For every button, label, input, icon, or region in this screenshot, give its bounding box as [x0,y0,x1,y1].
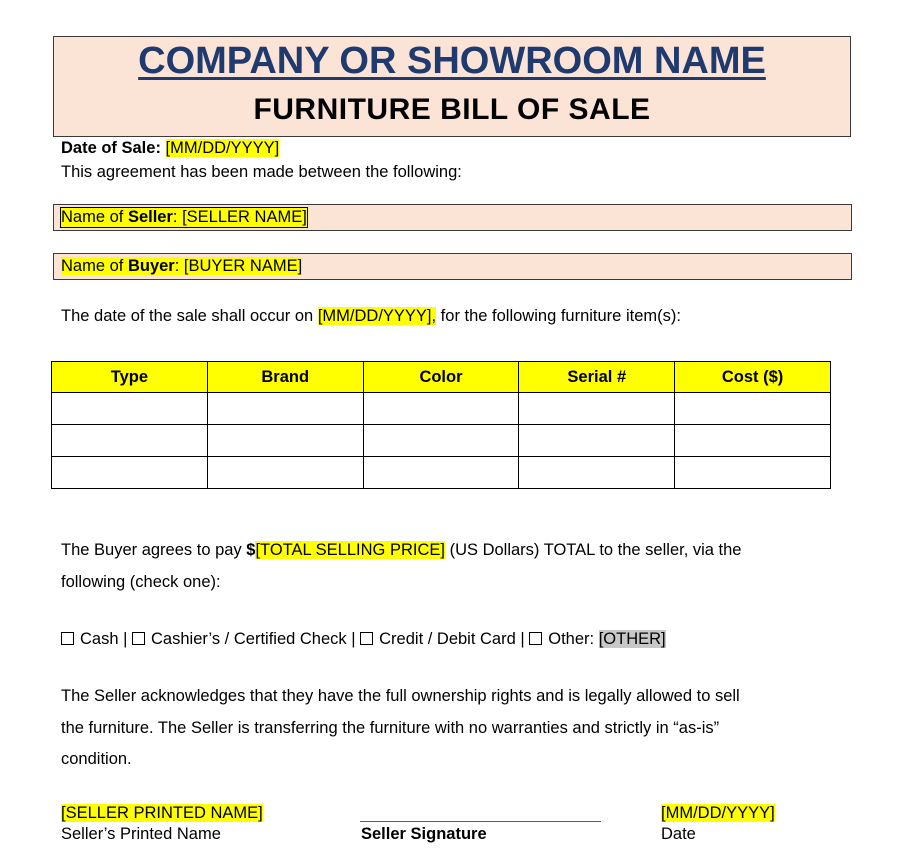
ack-line-3: condition. [61,750,132,768]
payment-line-2: following (check one): [61,572,221,591]
column-header-cost: Cost ($) [675,362,831,393]
separator: | [351,630,356,648]
option-other[interactable]: Other: [OTHER] [529,630,665,648]
signature-date-label: Date [661,825,696,843]
printed-name-field[interactable]: [SELLER PRINTED NAME] [61,804,263,822]
signature-line[interactable] [360,821,601,822]
checkbox-icon[interactable] [61,632,74,645]
currency-symbol: $ [246,541,256,559]
column-header-type: Type [52,362,208,393]
table-cell[interactable] [52,393,208,425]
table-cell[interactable] [207,393,363,425]
column-header-brand: Brand [207,362,363,393]
table-cell[interactable] [675,425,831,457]
table-cell[interactable] [519,393,675,425]
ack-line-1: The Seller acknowledges that they have the full ownership rights and is legally allowed to sell [61,687,740,705]
table-cell[interactable] [207,457,363,489]
seller-name-field[interactable]: Name of Seller: [SELLER NAME] [61,208,307,226]
date-of-sale-line [61,139,279,158]
table-cell[interactable] [363,393,519,425]
table-cell[interactable] [52,457,208,489]
intro-text: This agreement has been made between the following: [61,163,462,181]
table-row [52,393,831,425]
sale-date-line: The date of the sale shall occur on [MM/DD/YYYY], for the following furniture item(s): [61,307,681,325]
ack-line-2: the furniture. The Seller is transferring the furniture with no warranties and strictly in “as-is” [61,718,720,737]
table-row [52,425,831,457]
table-row [52,457,831,489]
checkbox-icon[interactable] [529,632,542,645]
column-header-serial: Serial # [519,362,675,393]
separator: | [123,630,128,648]
separator: | [520,630,525,648]
option-card[interactable]: Credit / Debit Card [360,630,516,648]
table-cell[interactable] [675,457,831,489]
signature-date-field[interactable]: [MM/DD/YYYY] [661,804,775,822]
sale-date-field[interactable]: [MM/DD/YYYY], [317,307,437,325]
acknowledgement-paragraph [61,681,851,776]
other-field[interactable]: [OTHER] [598,630,666,648]
buyer-name-field[interactable]: Name of Buyer: [BUYER NAME] [61,257,303,275]
table-cell[interactable] [519,457,675,489]
document-title: FURNITURE BILL OF SALE [253,93,651,126]
date-of-sale-label: Date of Sale: [61,139,161,157]
table-cell[interactable] [207,425,363,457]
table-cell[interactable] [363,457,519,489]
checkbox-icon[interactable] [132,632,145,645]
total-price-field[interactable]: [TOTAL SELLING PRICE] [255,541,445,559]
date-of-sale-field[interactable]: [MM/DD/YYYY] [165,139,280,157]
printed-name-label: Seller’s Printed Name [61,825,221,843]
document-header [53,36,851,137]
checkbox-icon[interactable] [360,632,373,645]
column-header-color: Color [363,362,519,393]
company-name[interactable]: COMPANY OR SHOWROOM NAME [138,40,766,82]
table-cell[interactable] [519,425,675,457]
table-cell[interactable] [363,425,519,457]
table-cell[interactable] [675,393,831,425]
seller-box [53,204,852,231]
option-cash[interactable]: Cash [61,630,119,648]
table-cell[interactable] [52,425,208,457]
option-cashiers-check[interactable]: Cashier’s / Certified Check [132,630,347,648]
signature-label: Seller Signature [361,825,487,843]
table-header-row [52,362,831,393]
payment-paragraph: The Buyer agrees to pay $[TOTAL SELLING PRICE] (US Dollars) TOTAL to the seller, via the following (check one): [61,535,841,598]
payment-options [61,630,666,649]
furniture-items-table [51,361,831,489]
buyer-box [53,253,852,280]
